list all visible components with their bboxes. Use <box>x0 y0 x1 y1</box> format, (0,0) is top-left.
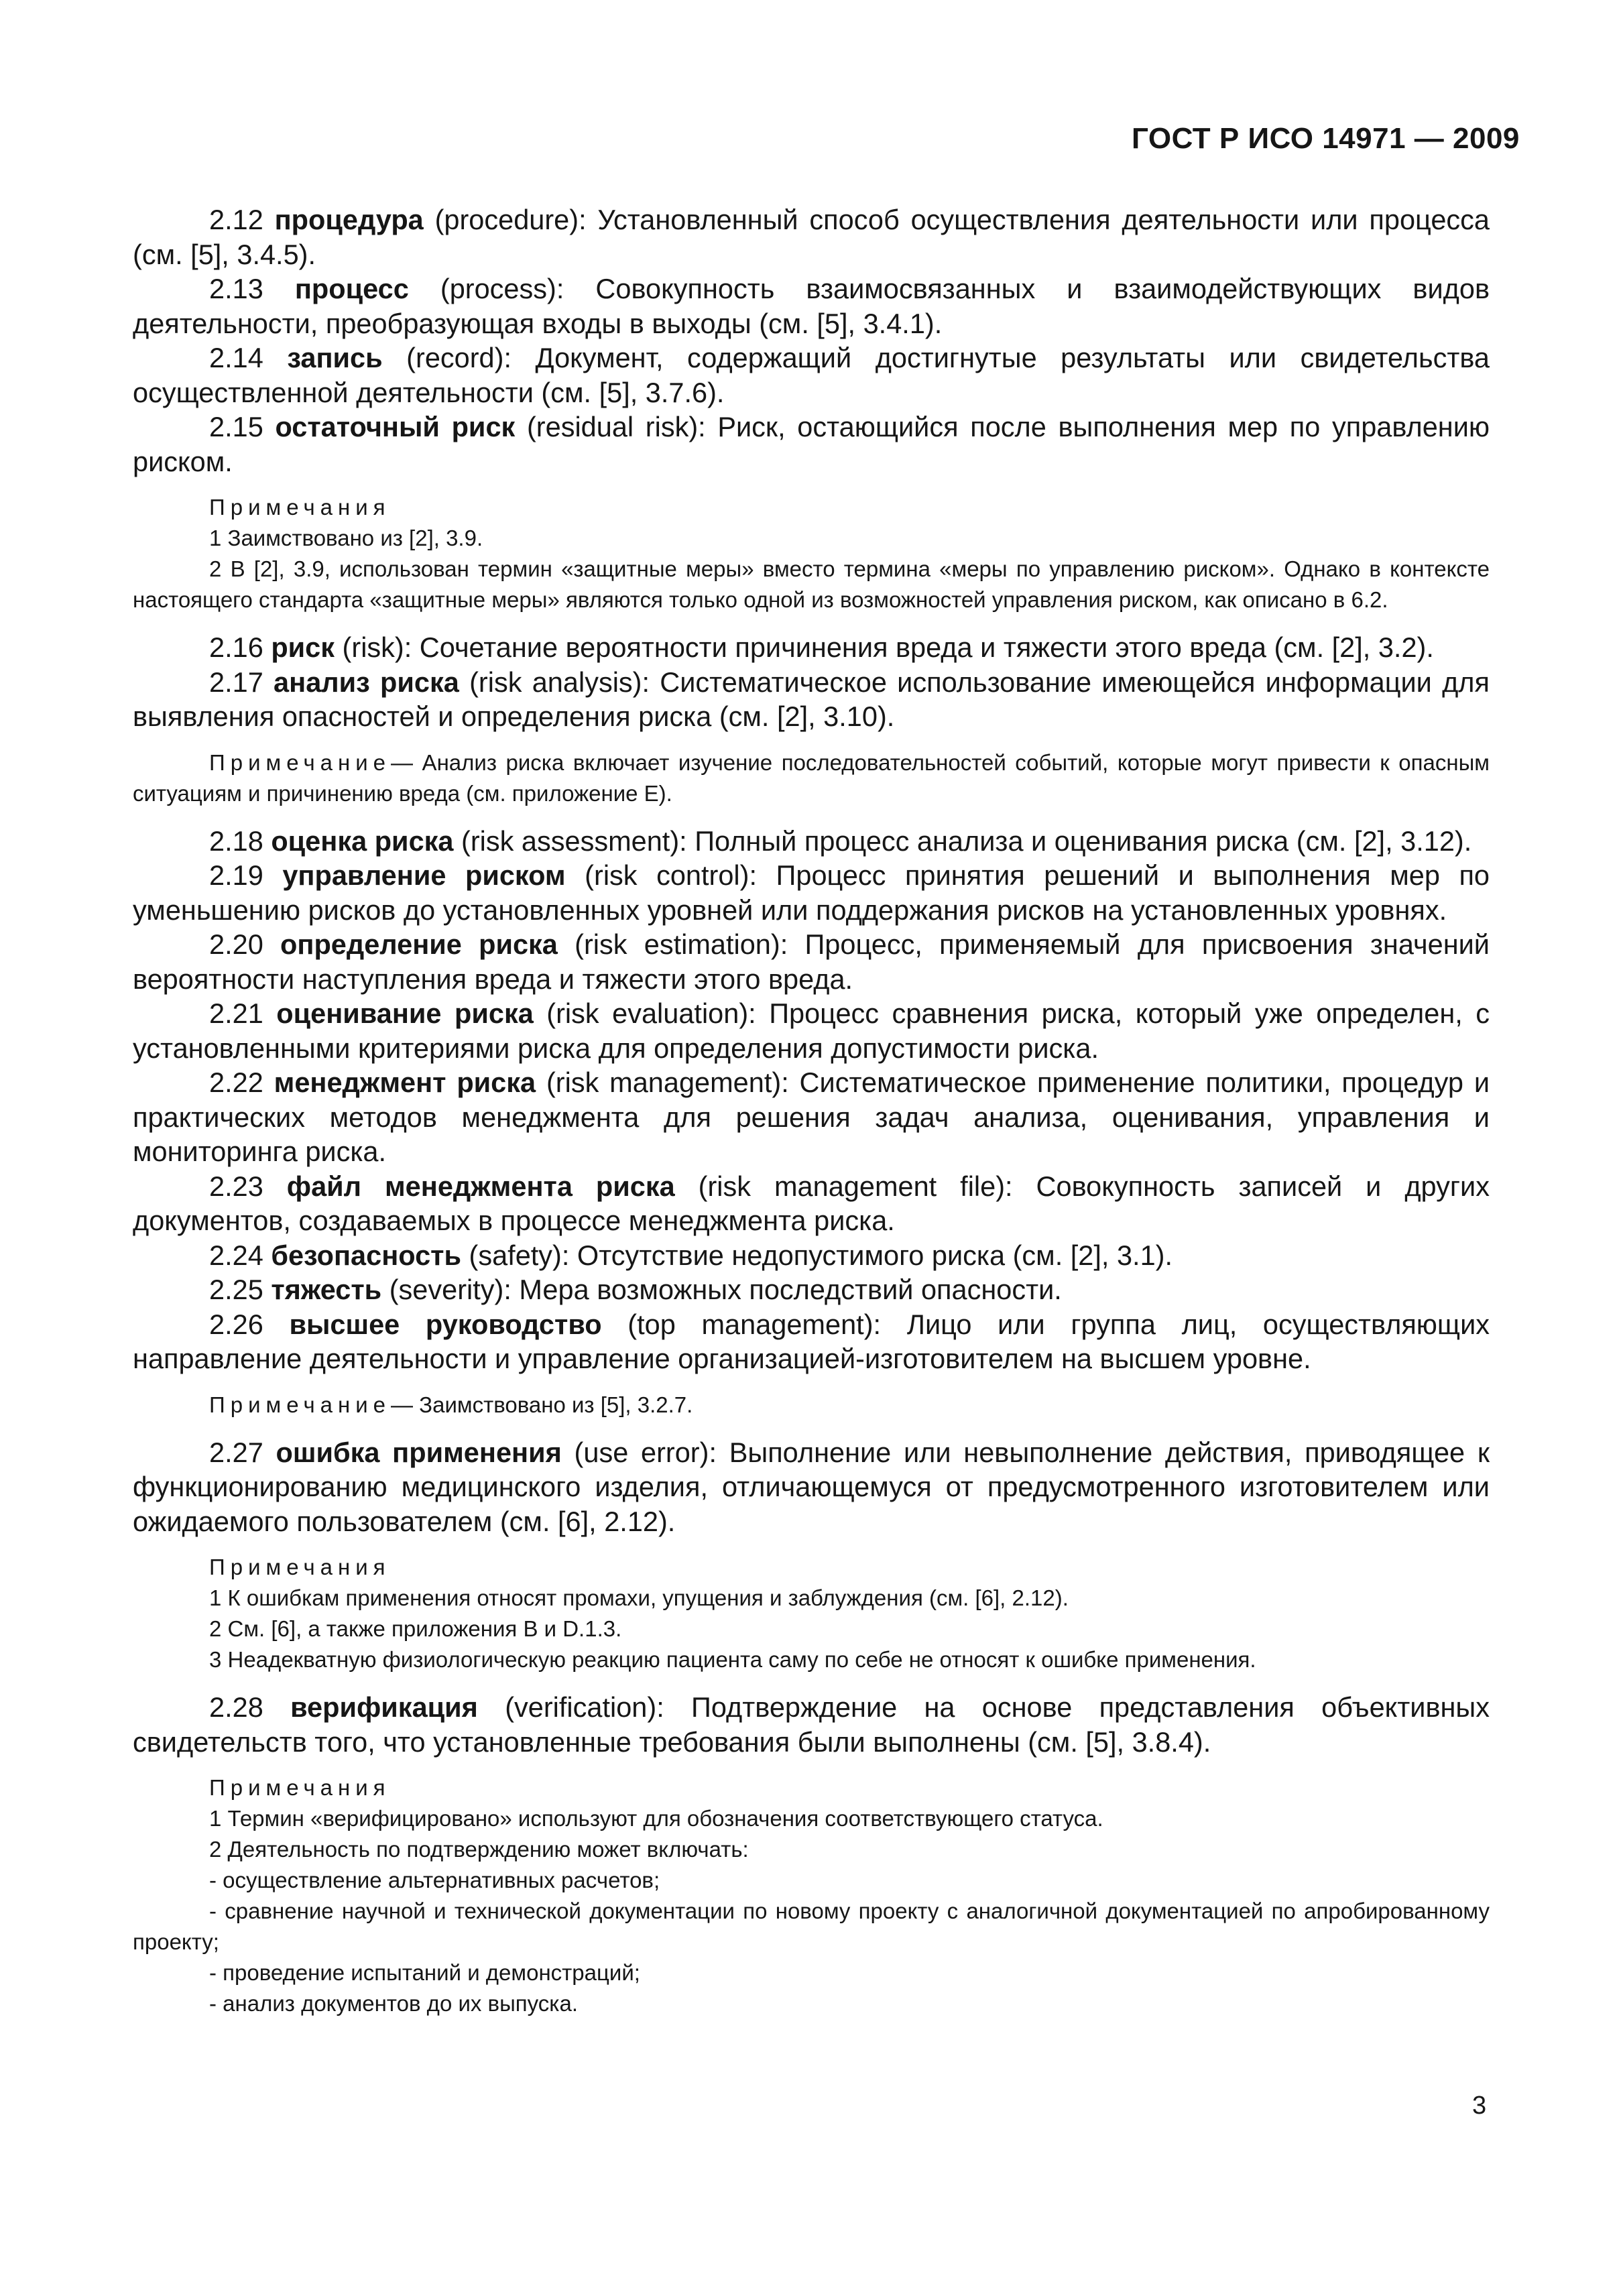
note-list-item: - анализ документов до их выпуска. <box>209 1991 578 2016</box>
term-number: 2.24 <box>209 1239 263 1271</box>
term-name: файл менеджмента риска <box>286 1170 675 1202</box>
note-text: 1 К ошибкам применения относят промахи, упущения и заблуждения (см. [6], 2.12). <box>209 1585 1069 1610</box>
term-2-13 <box>133 271 1490 341</box>
note-text: 2 В [2], 3.9, использован термин «защитные меры» вместо термина «меры по управлению риском». Однако в контексте настоящего стандарта «защитные меры» являются только одной из возможностей управления риском, как описано в 6.2. <box>133 556 1490 612</box>
term-2-21 <box>133 996 1490 1065</box>
term-definition: (residual risk): Риск, остающийся после выполнения мер по управлению риском. <box>133 411 1490 477</box>
term-name: запись <box>287 342 383 373</box>
term-definition: (procedure): Установленный способ осуществления деятельности или процесса (см. [5], 3.4.5). <box>133 204 1490 270</box>
term-name: остаточный риск <box>275 411 516 442</box>
term-definition: (risk evaluation): Процесс сравнения риска, который уже определен, с установленными критериями риска для определения допустимости риска. <box>133 998 1490 1064</box>
term-definition: (risk): Сочетание вероятности причинения вреда и тяжести этого вреда (см. [2], 3.2). <box>335 631 1434 663</box>
note-list-item: - сравнение научной и технической документации по новому проекту с аналогичной документацией по апробированному проекту; <box>133 1898 1490 1954</box>
note-text: 2 См. [6], а также приложения В и D.1.3. <box>209 1616 622 1641</box>
term-number: 2.23 <box>209 1170 263 1202</box>
term-2-25 <box>133 1272 1490 1307</box>
term-number: 2.22 <box>209 1067 263 1098</box>
note-text <box>133 1390 1490 1421</box>
term-2-19 <box>133 858 1490 927</box>
term-number: 2.28 <box>209 1691 263 1723</box>
term-2-22 <box>133 1065 1490 1169</box>
term-definition: (top management): Лицо или группа лиц, осуществляющих направление деятельности и управление организацией-изготовителем на высшем уровне. <box>133 1308 1490 1374</box>
term-definition: (record): Документ, содержащий достигнутые результаты или свидетельства осуществленной деятельности (см. [5], 3.7.6). <box>133 342 1490 408</box>
term-number: 2.26 <box>209 1308 263 1340</box>
term-name: управление риском <box>282 859 566 891</box>
term-definition: (safety): Отсутствие недопустимого риска (см. [2], 3.1). <box>461 1239 1173 1271</box>
term-definition: (verification): Подтверждение на основе представления объективных свидетельств того, что установленные требования были выполнены (см. [5], 3.8.4). <box>133 1691 1490 1758</box>
document-header: ГОСТ Р ИСО 14971 — 2009 <box>1132 122 1520 155</box>
term-definition: (severity): Мера возможных последствий опасности. <box>381 1274 1062 1305</box>
term-number: 2.13 <box>209 273 263 304</box>
term-number: 2.12 <box>209 204 263 235</box>
term-number: 2.25 <box>209 1274 263 1305</box>
term-name: анализ риска <box>274 666 459 698</box>
term-2-15 <box>133 410 1490 479</box>
term-number: 2.18 <box>209 825 263 857</box>
note-heading: Примечание <box>209 749 392 775</box>
note-text: 3 Неадекватную физиологическую реакцию пациента саму по себе не относят к ошибке применения. <box>209 1647 1256 1672</box>
term-name: процесс <box>294 273 409 304</box>
term-number: 2.27 <box>209 1436 263 1468</box>
term-number: 2.21 <box>209 998 263 1029</box>
note-text <box>133 747 1490 809</box>
note-text: 1 Заимствовано из [2], 3.9. <box>209 526 483 550</box>
term-definition: (risk assessment): Полный процесс анализа и оценивания риска (см. [2], 3.12). <box>453 825 1472 857</box>
note-heading: Примечания <box>209 495 391 520</box>
note-heading: Примечания <box>209 1555 391 1579</box>
term-2-28 <box>133 1690 1490 1759</box>
term-2-16 <box>133 630 1490 665</box>
term-name: риск <box>271 631 335 663</box>
term-name: безопасность <box>271 1239 461 1271</box>
term-definition: (risk analysis): Систематическое использование имеющейся информации для выявления опасностей и определения риска (см. [2], 3.10). <box>133 666 1490 732</box>
term-definition: (risk management): Систематическое применение политики, процедур и практических методов менеджмента для решения задач анализа, оценивания, управления и мониторинга риска. <box>133 1067 1490 1167</box>
term-definition: (process): Совокупность взаимосвязанных и взаимодействующих видов деятельности, преобразующая входы в выходы (см. [5], 3.4.1). <box>133 273 1490 339</box>
term-name: верификация <box>290 1691 478 1723</box>
term-name: определение риска <box>280 928 558 960</box>
term-2-12 <box>133 202 1490 271</box>
term-2-26 <box>133 1307 1490 1376</box>
note-text: 2 Деятельность по подтверждению может включать: <box>209 1837 749 1862</box>
term-2-14 <box>133 341 1490 410</box>
note-list-item: - осуществление альтернативных расчетов; <box>209 1868 660 1892</box>
term-name: процедура <box>274 204 424 235</box>
term-name: тяжесть <box>271 1274 382 1305</box>
term-number: 2.17 <box>209 666 263 698</box>
term-2-23 <box>133 1169 1490 1238</box>
term-definition: (risk management file): Совокупность записей и других документов, создаваемых в процессе менеджмента риска. <box>133 1170 1490 1236</box>
note-heading: Примечания <box>209 1775 391 1800</box>
page-number: 3 <box>1472 2092 1487 2120</box>
document-body <box>133 202 1490 2019</box>
term-2-27 <box>133 1435 1490 1539</box>
note-text: 1 Термин «верифицировано» используют для обозначения соответствующего статуса. <box>209 1806 1103 1831</box>
note-heading: Примечание <box>209 1392 392 1417</box>
term-definition: (use error): Выполнение или невыполнение действия, приводящее к функционированию медицинского изделия, отличающемуся от предусмотренного изготовителем или ожидаемого пользователем (см. [6], 2.12). <box>133 1436 1490 1537</box>
term-definition: (risk estimation): Процесс, применяемый для присвоения значений вероятности наступления вреда и тяжести этого вреда. <box>133 928 1490 995</box>
term-2-24 <box>133 1238 1490 1273</box>
term-number: 2.16 <box>209 631 263 663</box>
term-name: менеджмент риска <box>274 1067 536 1098</box>
note-list-item: - проведение испытаний и демонстраций; <box>209 1960 640 1985</box>
term-number: 2.20 <box>209 928 263 960</box>
term-2-18 <box>133 824 1490 859</box>
note-body: — Заимствовано из [5], 3.2.7. <box>391 1392 693 1417</box>
term-name: оценка риска <box>271 825 454 857</box>
term-number: 2.14 <box>209 342 263 373</box>
term-name: ошибка применения <box>276 1436 562 1468</box>
note-body: — Анализ риска включает изучение последовательностей событий, которые могут привести к опасным ситуациям и причинению вреда (см. приложение Е). <box>133 749 1490 806</box>
term-name: оценивание риска <box>276 998 534 1029</box>
term-2-20 <box>133 927 1490 996</box>
term-2-17 <box>133 665 1490 734</box>
term-number: 2.19 <box>209 859 263 891</box>
term-definition: (risk control): Процесс принятия решений и выполнения мер по уменьшению рисков до установленных уровней или поддержания рисков на установленных уровнях. <box>133 859 1490 926</box>
term-number: 2.15 <box>209 411 263 442</box>
term-name: высшее руководство <box>289 1308 602 1340</box>
